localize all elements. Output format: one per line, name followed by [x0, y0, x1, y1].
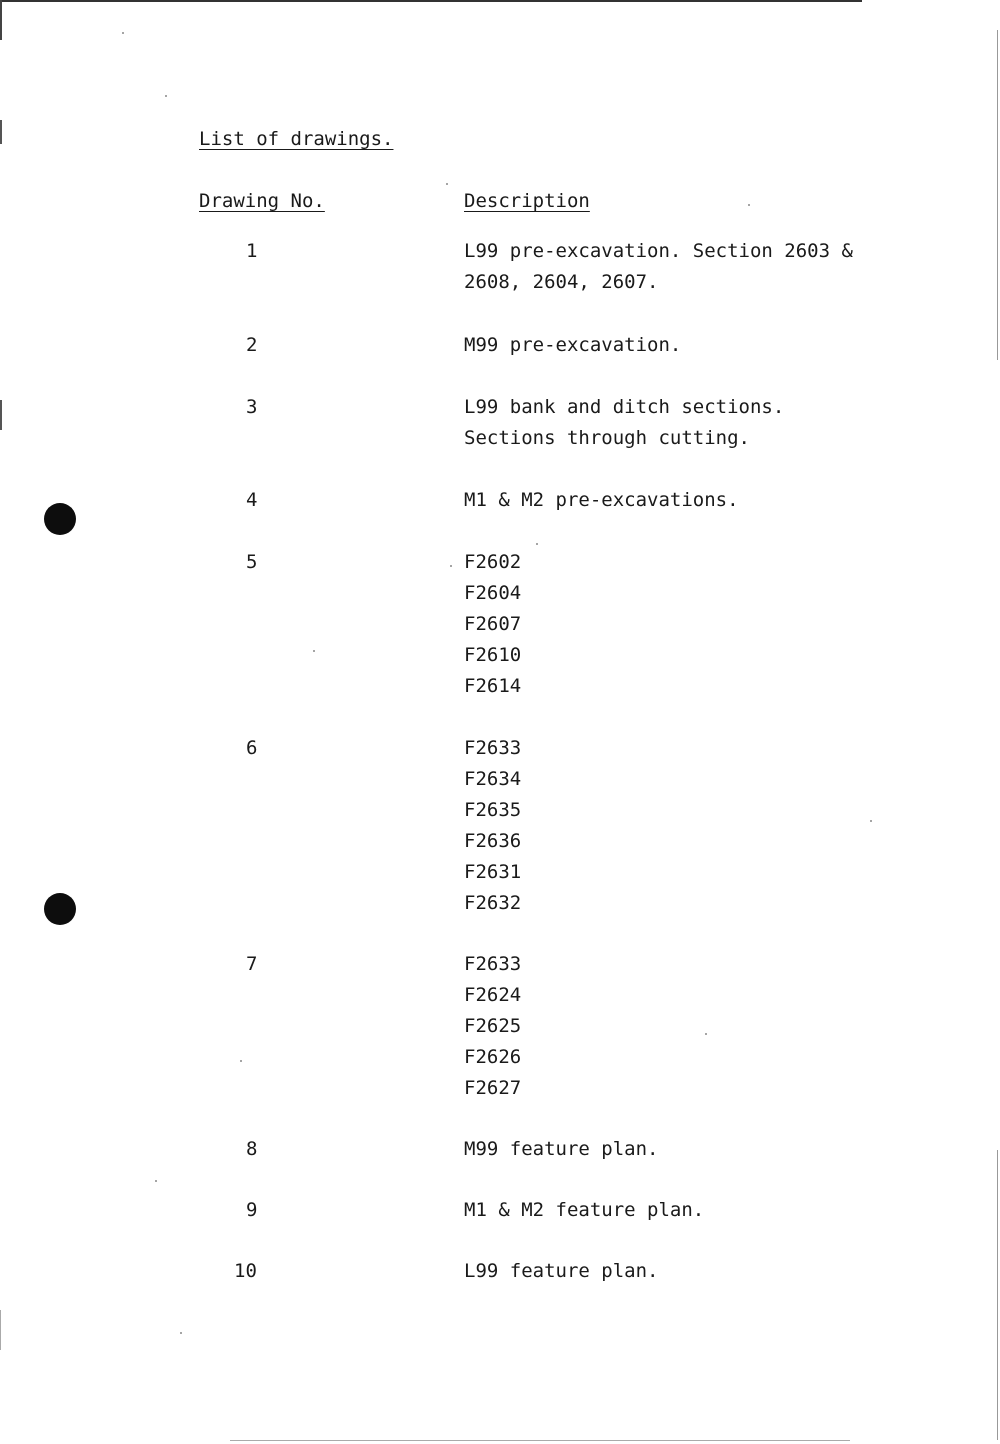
page-title: List of drawings. [199, 128, 394, 150]
page-border-top [0, 0, 862, 2]
speck [748, 204, 750, 206]
description-line: F2607 [464, 613, 522, 635]
edge-mark [0, 400, 2, 430]
drawing-description [464, 1134, 658, 1165]
drawing-number: 7 [246, 953, 258, 975]
column-header-description: Description [464, 190, 590, 212]
description-line: F2626 [464, 1046, 522, 1068]
column-header-drawing-no: Drawing No. [199, 190, 325, 212]
drawing-description [464, 236, 853, 298]
description-line: Sections through cutting. [464, 427, 750, 449]
description-line: F2632 [464, 892, 522, 914]
speck [165, 95, 167, 97]
description-line: M1 & M2 pre-excavations. [464, 489, 739, 511]
description-line: F2635 [464, 799, 522, 821]
drawing-description [464, 949, 521, 1104]
drawing-description [464, 330, 681, 361]
drawing-description [464, 485, 739, 516]
speck [446, 183, 448, 185]
punch-hole-upper [44, 503, 76, 535]
description-line: F2631 [464, 861, 522, 883]
drawing-number: 2 [246, 334, 258, 356]
edge-mark [0, 120, 2, 144]
description-line: L99 feature plan. [464, 1260, 659, 1282]
speck [122, 32, 124, 34]
speck [870, 820, 872, 822]
description-line: F2610 [464, 644, 522, 666]
description-line: L99 pre-excavation. Section 2603 & [464, 240, 853, 262]
bottom-line [230, 1440, 850, 1441]
drawing-number: 4 [246, 489, 258, 511]
drawing-description [464, 1256, 658, 1287]
speck [240, 1060, 242, 1062]
description-line: M1 & M2 feature plan. [464, 1199, 705, 1221]
speck [155, 1180, 157, 1182]
edge-mark [0, 1310, 1, 1350]
edge-mark [997, 1150, 998, 1440]
description-line: F2634 [464, 768, 522, 790]
description-line: F2633 [464, 737, 522, 759]
drawing-number: 1 [246, 240, 258, 262]
description-line: F2636 [464, 830, 522, 852]
drawing-description [464, 547, 521, 702]
speck [536, 543, 538, 545]
description-line: M99 feature plan. [464, 1138, 659, 1160]
drawing-number: 9 [246, 1199, 258, 1221]
description-line: F2602 [464, 551, 522, 573]
description-line: F2604 [464, 582, 522, 604]
description-line: M99 pre-excavation. [464, 334, 682, 356]
description-line: F2624 [464, 984, 522, 1006]
drawing-number: 3 [246, 396, 258, 418]
punch-hole-lower [44, 893, 76, 925]
drawing-number: 10 [234, 1260, 257, 1282]
drawing-description [464, 733, 521, 919]
speck [705, 1033, 707, 1035]
drawing-description [464, 392, 784, 454]
drawing-number: 5 [246, 551, 258, 573]
drawing-number: 8 [246, 1138, 258, 1160]
edge-mark [997, 30, 998, 360]
page-border-left [0, 0, 2, 40]
description-line: L99 bank and ditch sections. [464, 396, 785, 418]
description-line: F2633 [464, 953, 522, 975]
speck [180, 1332, 182, 1334]
description-line: F2625 [464, 1015, 522, 1037]
speck [450, 565, 452, 567]
description-line: F2614 [464, 675, 522, 697]
drawing-description [464, 1195, 704, 1226]
description-line: 2608, 2604, 2607. [464, 271, 659, 293]
speck [313, 650, 315, 652]
description-line: F2627 [464, 1077, 522, 1099]
drawing-number: 6 [246, 737, 258, 759]
